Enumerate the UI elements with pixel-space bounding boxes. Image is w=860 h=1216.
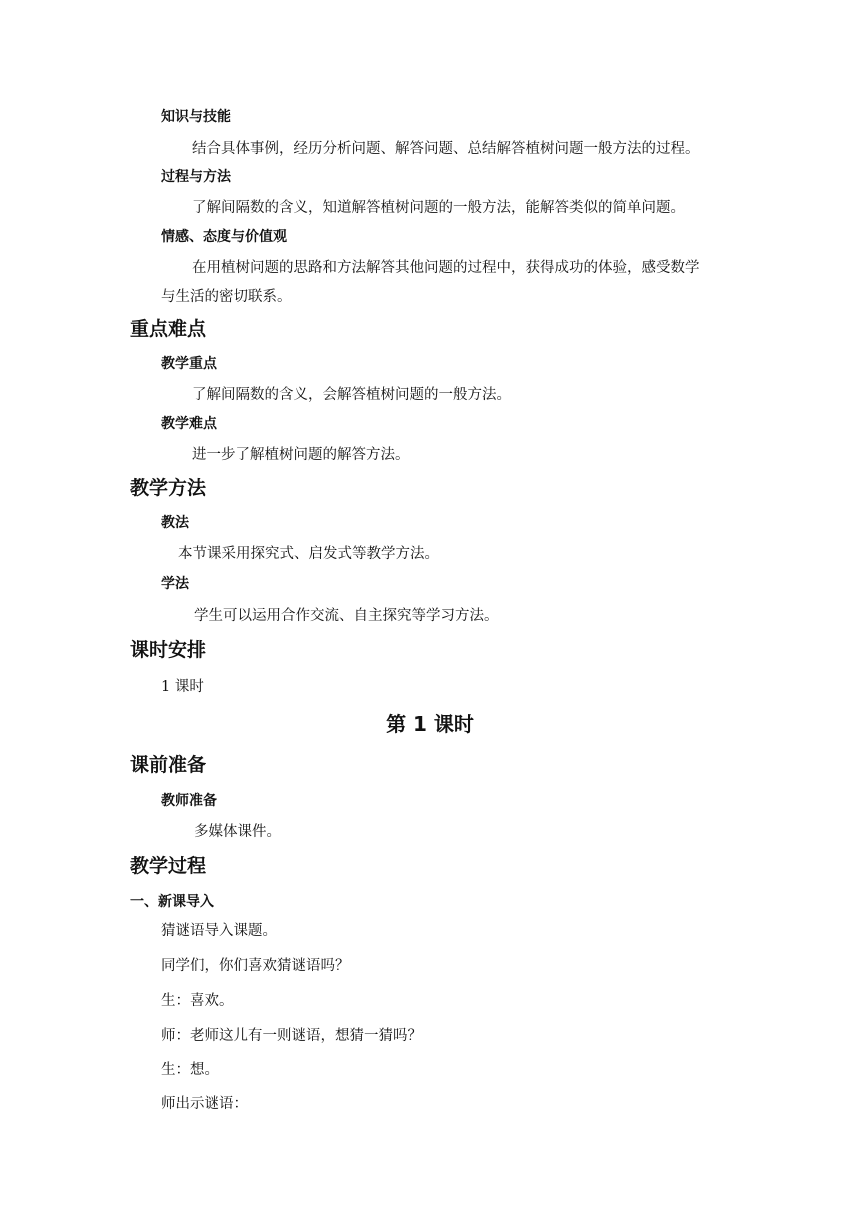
schedule-text: 1 课时 [161,679,204,695]
process-line: 师出示谜语： [161,1096,248,1112]
section-new-lesson-heading: 一、新课导入 [130,894,214,910]
process-methods-text: 了解间隔数的含义，知道解答植树问题的一般方法，能解答类似的简单问题。 [192,200,685,216]
emotion-values-text-line2: 与生活的密切联系。 [161,289,292,305]
process-line: 猜谜语导入课题。 [161,923,277,939]
teacher-preparation-text: 多媒体课件。 [194,824,281,840]
teaching-focus-text: 了解间隔数的含义，会解答植树问题的一般方法。 [192,387,511,403]
knowledge-skills-text: 结合具体事例，经历分析问题、解答问题、总结解答植树问题一般方法的过程。 [192,141,700,157]
process-line: 师：老师这儿有一则谜语，想猜一猜吗？ [161,1028,422,1044]
lesson-title: 第 1 课时 [386,712,474,736]
process-line: 同学们，你们喜欢猜谜语吗？ [161,958,350,974]
process-line: 生：喜欢。 [161,993,234,1009]
learning-method-text: 学生可以运用合作交流、自主探究等学习方法。 [194,608,499,624]
teaching-process-title: 教学过程 [130,855,207,877]
teacher-preparation-heading: 教师准备 [161,793,217,809]
process-line: 生：想。 [161,1062,219,1078]
process-methods-heading: 过程与方法 [161,169,231,185]
knowledge-skills-heading: 知识与技能 [161,109,231,125]
teaching-method-text: 本节课采用探究式、启发式等教学方法。 [178,546,439,562]
teaching-method-heading: 教法 [161,515,189,531]
schedule-title: 课时安排 [130,639,207,661]
teaching-difficulty-heading: 教学难点 [161,416,217,432]
teaching-focus-heading: 教学重点 [161,356,217,372]
emotion-values-text-line1: 在用植树问题的思路和方法解答其他问题的过程中，获得成功的体验，感受数学 [192,260,700,276]
key-points-title: 重点难点 [130,318,207,340]
emotion-values-heading: 情感、态度与价值观 [161,229,287,245]
teaching-difficulty-text: 进一步了解植树问题的解答方法。 [192,447,410,463]
preparation-title: 课前准备 [130,754,207,776]
teaching-methods-title: 教学方法 [130,477,207,499]
learning-method-heading: 学法 [161,576,189,592]
